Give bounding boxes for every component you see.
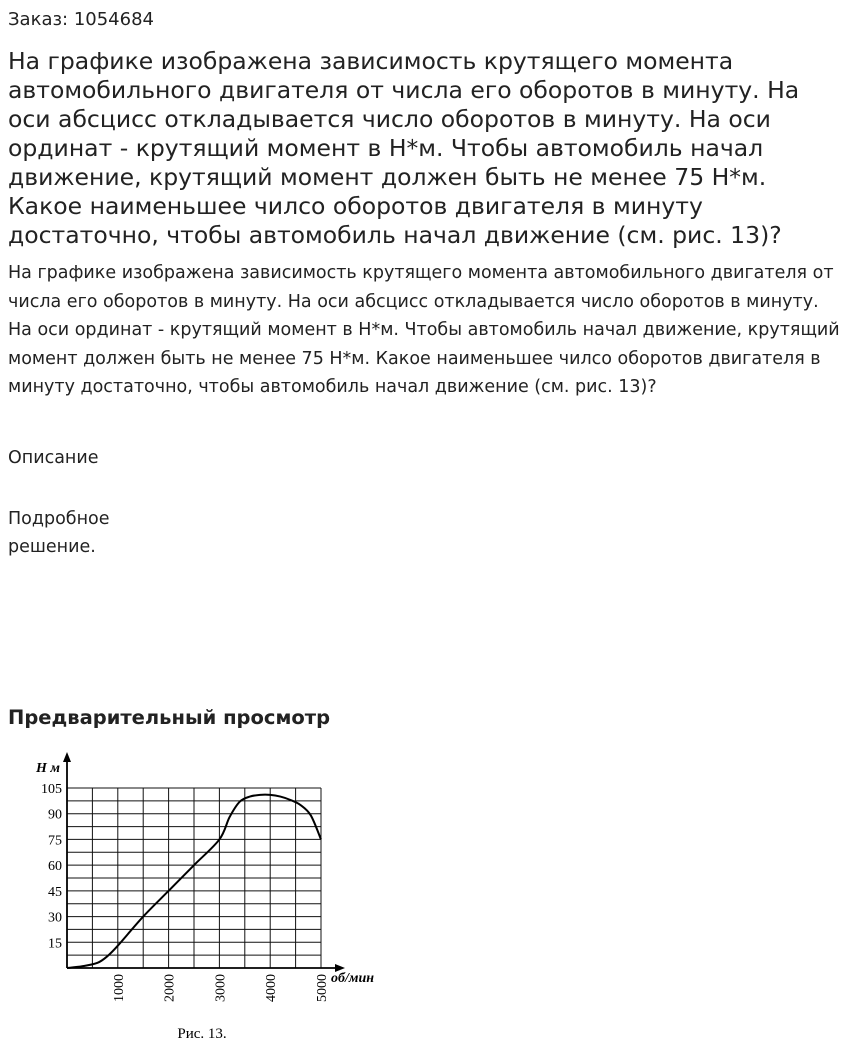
- y-tick-label: 15: [48, 936, 62, 952]
- chart-svg: [20, 748, 390, 1048]
- y-tick-label: 105: [41, 782, 62, 797]
- task-body: На графике изображена зависимость крутящего момента автомобильного двигателя от числа его оборотов в минуту. На оси абсцисс откладывается число оборотов в минуту. На оси ординат - крутящий момент в Н*м. Чтобы автомобиль начал движение, крутящий момент должен быть не менее 75 Н*м. Какое наименьшее чилсо оборотов двигателя в минуту достаточно, чтобы автомобиль начал движение (см. рис. 13)?: [8, 263, 840, 397]
- solution-label: Подробное решение.: [8, 509, 110, 557]
- preview-heading: Предварительный просмотр: [8, 706, 331, 729]
- y-tick-label: 75: [48, 833, 62, 849]
- x-tick-label: 4000: [264, 974, 280, 1002]
- y-tick-label: 90: [48, 807, 62, 823]
- y-axis-label: Н м: [36, 761, 60, 776]
- y-tick-label: 45: [48, 884, 62, 900]
- x-axis-label: об/мин: [331, 971, 375, 986]
- x-tick-label: 3000: [213, 974, 229, 1002]
- y-axis-arrow: [63, 752, 71, 762]
- description-label: Описание: [8, 448, 99, 468]
- order-number: Заказ: 1054684: [8, 9, 154, 30]
- x-tick-label: 1000: [111, 974, 127, 1002]
- x-tick-label: 5000: [315, 974, 330, 1002]
- task-title: На графике изображена зависимость крутящего момента автомобильного двигателя от числа его оборотов в минуту. На оси абсцисс откладывается число оборотов в минуту. На оси ординат - крутящий момент в Н*м. Чтобы автомобиль начал движение, крутящий момент должен быть не менее 75 Н*м. Какое наименьшее чилсо оборотов двигателя в минуту достаточно, чтобы автомобиль начал движение (см. рис. 13)?: [8, 47, 800, 249]
- y-tick-label: 30: [48, 910, 62, 926]
- y-tick-label: 60: [48, 859, 62, 875]
- x-tick-label: 2000: [162, 974, 178, 1002]
- torque-chart: [20, 748, 390, 1048]
- chart-caption: Рис. 13.: [177, 1026, 227, 1042]
